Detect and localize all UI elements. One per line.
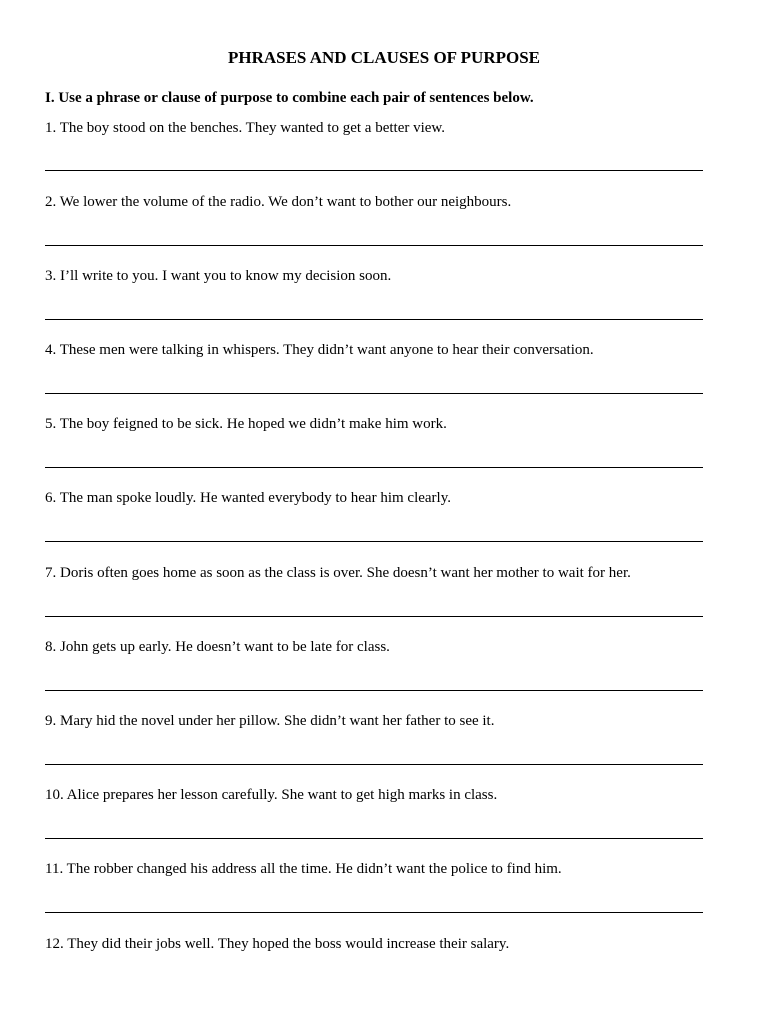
question-10: 10. Alice prepares her lesson carefully. She want to get high marks in class.	[45, 787, 498, 803]
question-9: 9. Mary hid the novel under her pillow. She didn’t want her father to see it.	[45, 713, 495, 729]
answer-line-4[interactable]	[45, 393, 703, 394]
question-7: 7. Doris often goes home as soon as the class is over. She doesn’t want her mother to wait for her.	[45, 565, 631, 581]
worksheet-title: PHRASES AND CLAUSES OF PURPOSE	[227, 48, 541, 67]
answer-line-11[interactable]	[45, 912, 703, 913]
question-12: 12. They did their jobs well. They hoped the boss would increase their salary.	[45, 936, 510, 952]
answer-line-2[interactable]	[45, 245, 703, 246]
answer-line-7[interactable]	[45, 616, 703, 617]
question-2: 2. We lower the volume of the radio. We don’t want to bother our neighbours.	[45, 194, 512, 210]
answer-line-8[interactable]	[45, 690, 703, 691]
exercise-instruction: I. Use a phrase or clause of purpose to combine each pair of sentences below.	[45, 90, 534, 106]
question-1: 1. The boy stood on the benches. They wanted to get a better view.	[45, 120, 446, 136]
answer-line-5[interactable]	[45, 467, 703, 468]
question-6: 6. The man spoke loudly. He wanted everybody to hear him clearly.	[45, 490, 451, 506]
question-4: 4. These men were talking in whispers. They didn’t want anyone to hear their conversation.	[45, 342, 594, 358]
question-5: 5. The boy feigned to be sick. He hoped we didn’t make him work.	[45, 416, 447, 432]
question-8: 8. John gets up early. He doesn’t want to be late for class.	[45, 639, 390, 655]
answer-line-10[interactable]	[45, 838, 703, 839]
answer-line-1[interactable]	[45, 170, 703, 171]
question-3: 3. I’ll write to you. I want you to know my decision soon.	[45, 268, 392, 284]
answer-line-6[interactable]	[45, 541, 703, 542]
answer-line-3[interactable]	[45, 319, 703, 320]
question-11: 11. The robber changed his address all the time. He didn’t want the police to find him.	[45, 861, 562, 877]
answer-line-9[interactable]	[45, 764, 703, 765]
